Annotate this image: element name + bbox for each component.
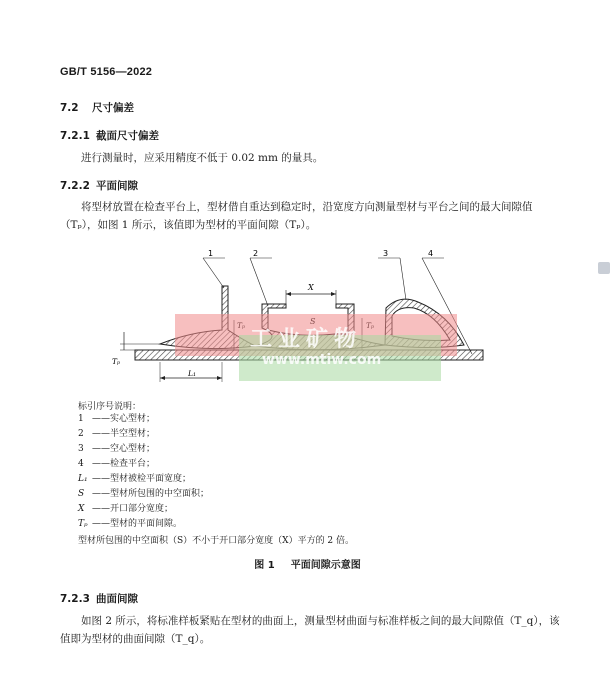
section-heading-7-2-3 (60, 591, 138, 606)
scroll-indicator-icon (598, 262, 610, 274)
legend-title: 标引序号说明： (78, 402, 142, 412)
section-number: 7.2.2 (60, 180, 90, 192)
dim-label-tp-left: Tₚ (112, 357, 121, 366)
dim-label-l1: L₁ (188, 369, 196, 378)
figure-number: 图 1 (254, 560, 275, 571)
legend-item: L₁ ——型材被检平面宽度； (78, 474, 192, 484)
section-number: 7.2 (60, 102, 79, 114)
legend-item: X ——开口部分宽度； (78, 504, 174, 514)
dim-label-x: X (308, 283, 314, 292)
legend-item: 4 ——检查平台； (78, 459, 156, 469)
legend-item: 1 ——实心型材； (78, 414, 156, 424)
watermark-text-line1: 工业矿物 (250, 327, 363, 352)
section-title: 尺寸偏差 (92, 102, 134, 114)
section-heading-7-2 (60, 100, 134, 115)
section-number: 7.2.3 (60, 593, 90, 605)
standard-number: GB/T 5156—2022 (60, 66, 153, 78)
callout-4: 4 (428, 249, 434, 258)
section-title: 截面尺寸偏差 (96, 130, 159, 142)
section-title: 曲面间隙 (96, 593, 138, 605)
figure-caption (0, 556, 615, 571)
paragraph-7-2-1: 进行测量时，应采用精度不低于 0.02 mm 的量具。 (81, 152, 324, 164)
legend-item: S ——型材所包围的中空面积； (78, 489, 210, 499)
figure-title: 平面间隙示意图 (290, 560, 361, 571)
section-heading-7-2-2 (60, 178, 138, 193)
section-number: 7.2.1 (60, 130, 90, 142)
legend-item: 2 ——半空型材； (78, 429, 156, 439)
paragraph-7-2-3: 如图 2 所示，将标准样板紧贴在型材的曲面上，测量型材曲面与标准样板之间的最大间隙值（T_q），该值即为型材的曲面间隙（T_q）。 (60, 615, 560, 645)
callout-3: 3 (383, 249, 389, 258)
legend-item: 3 ——空心型材； (78, 444, 156, 454)
legend-item: Tₚ ——型材的平面间隙。 (78, 519, 183, 529)
watermark-text-line2: www.mtiw.com (262, 352, 382, 368)
paragraph-7-2-2: 将型材放置在检查平台上，型材借自重达到稳定时，沿宽度方向测量型材与平台之间的最大间隙值（Tₚ），如图 1 所示，该值即为型材的平面间隙（Tₚ）。 (60, 201, 533, 231)
section-heading-7-2-1 (60, 128, 159, 143)
callout-1: 1 (208, 249, 214, 258)
figure-note: 型材所包围的中空面积（S）不小于开口部分宽度（X）平方的 2 倍。 (78, 536, 355, 546)
section-title: 平面间隙 (96, 180, 138, 192)
callout-2: 2 (253, 249, 259, 258)
